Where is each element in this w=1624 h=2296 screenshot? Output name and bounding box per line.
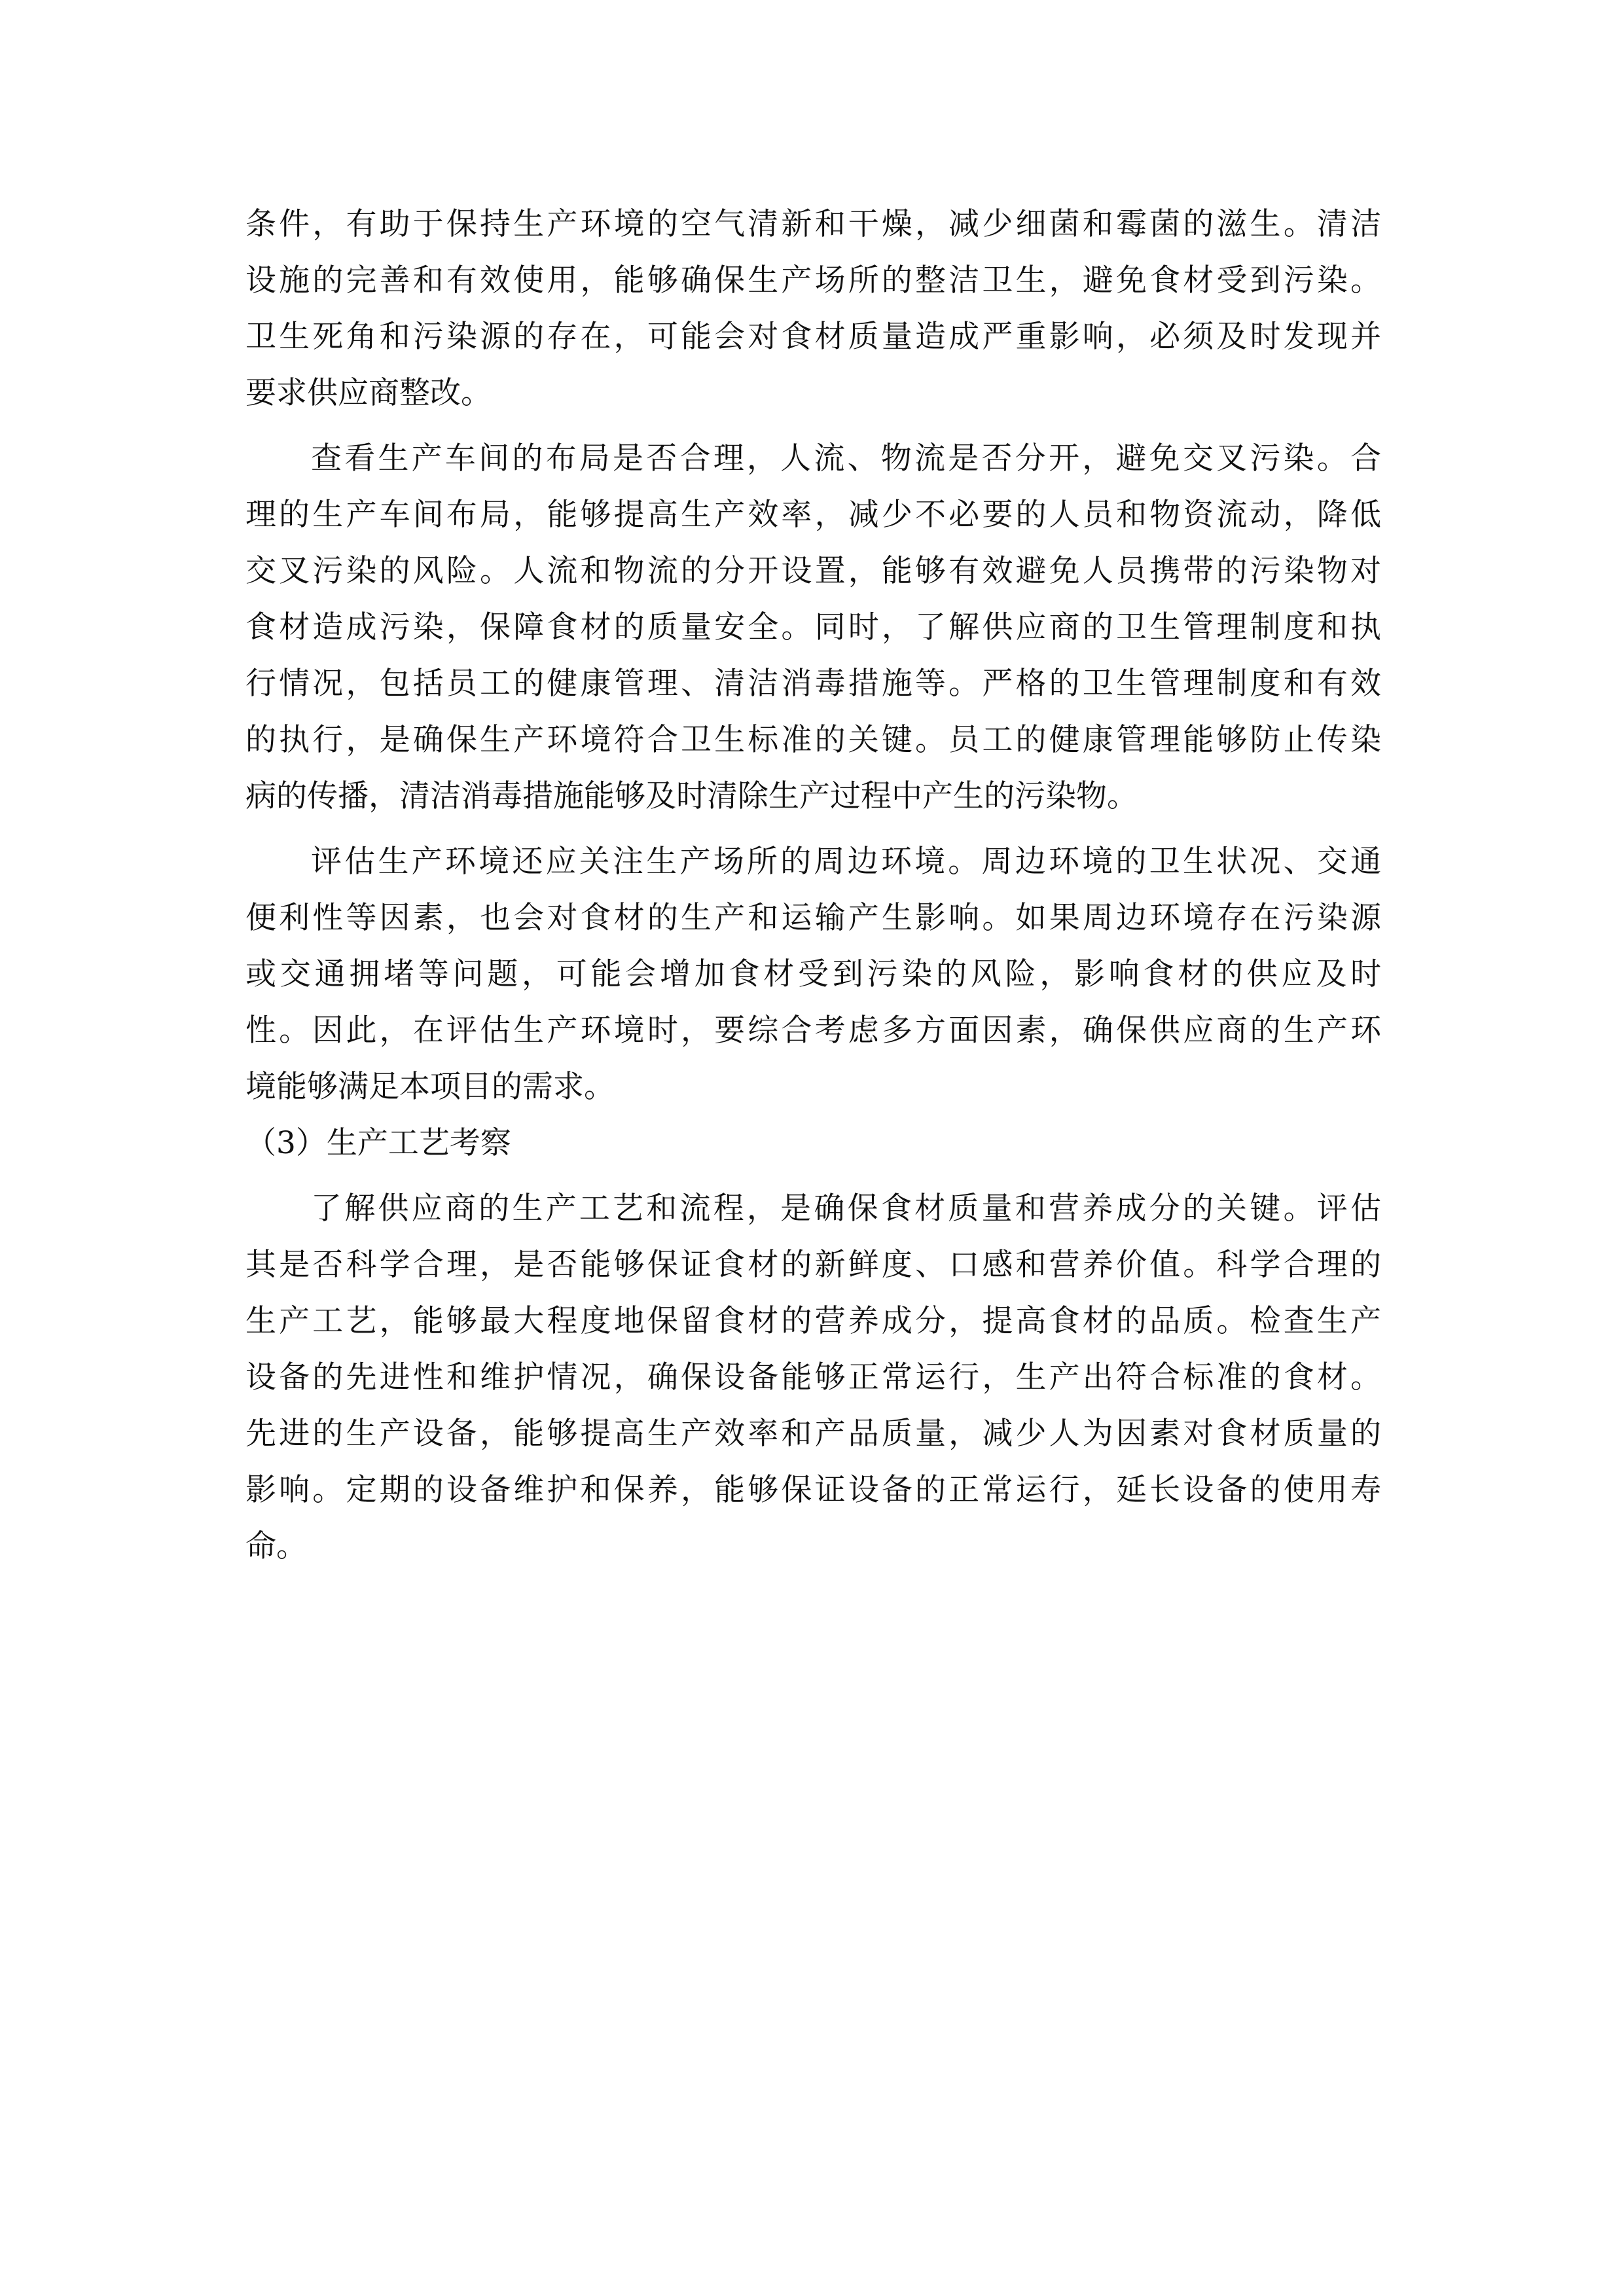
text-line: 设施的完善和有效使用，能够确保生产场所的整洁卫生，避免食材受到污染。 <box>245 262 1381 298</box>
section-heading: （3）生产工艺考察 <box>245 1125 511 1161</box>
text-line: 食材造成污染，保障食材的质量安全。同时，了解供应商的卫生管理制度和执 <box>245 609 1381 645</box>
paragraph <box>245 431 1381 825</box>
text-line: 设备的先进性和维护情况，确保设备能够正常运行，生产出符合标准的食材。 <box>245 1359 1381 1395</box>
text-line: 卫生死角和污染源的存在，可能会对食材质量造成严重影响，必须及时发现并 <box>245 319 1381 355</box>
text-line: 了解供应商的生产工艺和流程，是确保食材质量和营养成分的关键。评估 <box>311 1191 1381 1227</box>
text-line: 评估生产环境还应关注生产场所的周边环境。周边环境的卫生状况、交通 <box>311 844 1381 880</box>
paragraph <box>245 834 1381 1115</box>
text-line: 行情况，包括员工的健康管理、清洁消毒措施等。严格的卫生管理制度和有效 <box>245 666 1381 702</box>
text-line: 性。因此，在评估生产环境时，要综合考虑多方面因素，确保供应商的生产环 <box>245 1013 1381 1049</box>
text-line: 病的传播，清洁消毒措施能够及时清除生产过程中产生的污染物。 <box>245 778 1138 814</box>
text-line: 条件，有助于保持生产环境的空气清新和干燥，减少细菌和霉菌的滋生。清洁 <box>245 206 1381 242</box>
text-line: 境能够满足本项目的需求。 <box>245 1069 615 1105</box>
text-line: 生产工艺，能够最大程度地保留食材的营养成分，提高食材的品质。检查生产 <box>245 1303 1381 1339</box>
text-line: 命。 <box>245 1528 307 1564</box>
text-line: 其是否科学合理，是否能够保证食材的新鲜度、口感和营养价值。科学合理的 <box>245 1247 1381 1283</box>
text-line: 或交通拥堵等问题，可能会增加食材受到污染的风险，影响食材的供应及时 <box>245 956 1381 992</box>
body-text <box>245 196 1381 1575</box>
paragraph <box>245 1181 1381 1575</box>
text-line: 的执行，是确保生产环境符合卫生标准的关键。员工的健康管理能够防止传染 <box>245 722 1381 758</box>
text-line: 要求供应商整改。 <box>245 375 492 411</box>
text-line: 影响。定期的设备维护和保养，能够保证设备的正常运行，延长设备的使用寿 <box>245 1472 1381 1508</box>
text-line: 理的生产车间布局，能够提高生产效率，减少不必要的人员和物资流动，降低 <box>245 497 1381 533</box>
text-line: 先进的生产设备，能够提高生产效率和产品质量，减少人为因素对食材质量的 <box>245 1416 1381 1452</box>
paragraph <box>245 196 1381 422</box>
text-line: 查看生产车间的布局是否合理，人流、物流是否分开，避免交叉污染。合 <box>311 440 1381 476</box>
text-line: 交叉污染的风险。人流和物流的分开设置，能够有效避免人员携带的污染物对 <box>245 553 1381 589</box>
text-line: 便利性等因素，也会对食材的生产和运输产生影响。如果周边环境存在污染源 <box>245 900 1381 936</box>
